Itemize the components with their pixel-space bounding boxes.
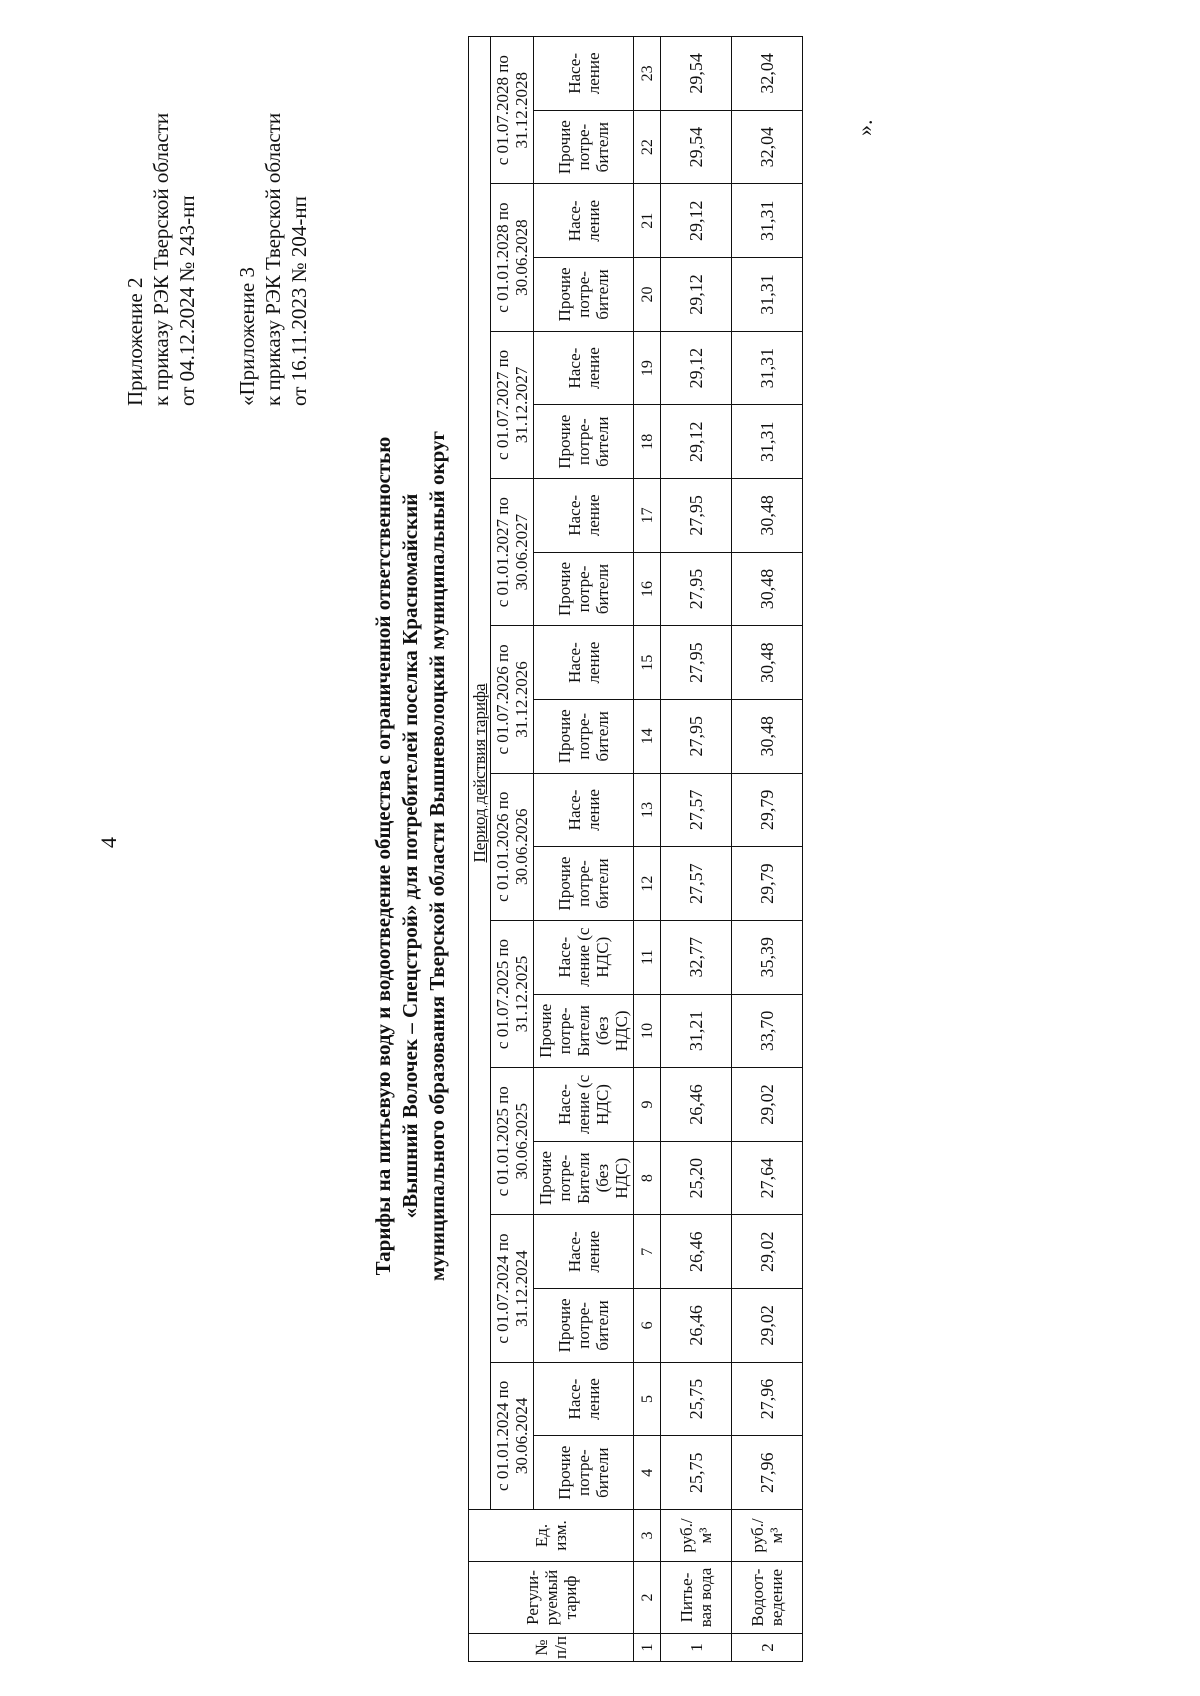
header-row-consumers: [534, 36, 634, 1661]
column-number: 16: [634, 552, 661, 626]
tariff-value: 30,48: [732, 699, 803, 773]
column-number: 15: [634, 626, 661, 700]
column-number: 12: [634, 847, 661, 921]
tariff-value: 29,12: [661, 331, 732, 405]
unit-of-measure: руб./м³: [661, 1510, 732, 1562]
appendix-3-line3: от 16.11.2023 № 204-нп: [287, 196, 311, 406]
column-number: 23: [634, 36, 661, 110]
appendix-3-line1: «Приложение 3: [235, 267, 259, 406]
consumer-category-header: Прочие потре-бители: [534, 847, 634, 921]
column-number: 21: [634, 184, 661, 258]
period-date-range: с 01.01.2025 по 30.06.2025: [491, 1068, 534, 1215]
period-date-range: с 01.07.2025 по 31.12.2025: [491, 920, 534, 1067]
tariff-value: 27,57: [661, 847, 732, 921]
consumer-category-header: Насе-ление: [534, 36, 634, 110]
tariff-value: 29,54: [661, 36, 732, 110]
tariff-value: 31,31: [732, 184, 803, 258]
tariff-value: 29,02: [732, 1068, 803, 1142]
consumer-category-header: Насе-ление: [534, 479, 634, 553]
period-date-range: с 01.07.2024 по 31.12.2024: [491, 1215, 534, 1362]
consumer-category-header: Насе-ление: [534, 626, 634, 700]
consumer-category-header: Насе-ление: [534, 1215, 634, 1289]
tariff-value: 33,70: [732, 994, 803, 1068]
tariff-value: 26,46: [661, 1289, 732, 1363]
tariff-table: [468, 36, 803, 1662]
title-line3: муниципального образования Тверской области Вышневолоцкий муниципальный округ: [425, 430, 449, 1282]
appendix-2-line3: от 04.12.2024 № 243-нп: [175, 195, 199, 406]
consumer-category-header: Насе-ление: [534, 331, 634, 405]
tariff-value: 32,04: [732, 110, 803, 184]
tariff-value: 29,12: [661, 258, 732, 332]
column-number: 6: [634, 1289, 661, 1363]
column-number: 13: [634, 773, 661, 847]
consumer-category-header: Прочие потре-бители: [534, 110, 634, 184]
period-date-range: с 01.07.2028 по 31.12.2028: [491, 36, 534, 184]
tariff-value: 32,77: [661, 920, 732, 994]
tariff-value: 29,54: [661, 110, 732, 184]
tariff-value: 26,46: [661, 1215, 732, 1289]
header-unit: Ед. изм.: [469, 1510, 634, 1562]
consumer-category-header: Прочие потре-бители: [534, 699, 634, 773]
tariff-value: 30,48: [732, 552, 803, 626]
column-number: 17: [634, 479, 661, 553]
tariff-value: 27,96: [732, 1436, 803, 1510]
tariff-value: 35,39: [732, 920, 803, 994]
title-line1: Тарифы на питьевую воду и водоотведение общества с ограниченной ответственностью: [371, 436, 395, 1276]
period-date-range: с 01.01.2024 по 30.06.2024: [491, 1362, 534, 1509]
period-header-label: Период действия тарифа: [470, 683, 489, 863]
column-number: 2: [634, 1562, 661, 1634]
header-tariff: Регули-руемый тариф: [469, 1562, 634, 1634]
tariff-value: 31,31: [732, 331, 803, 405]
consumer-category-header: Насе-ление (с НДС): [534, 1068, 634, 1142]
column-number: 14: [634, 699, 661, 773]
column-number: 18: [634, 405, 661, 479]
table-row: [732, 36, 803, 1661]
appendix-3-reference: [234, 113, 312, 406]
column-number: 3: [634, 1510, 661, 1562]
header-row-dates: [491, 36, 534, 1661]
period-date-range: с 01.01.2028 по 30.06.2028: [491, 184, 534, 331]
consumer-category-header: Прочие потре-бители: [534, 1436, 634, 1510]
column-number: 19: [634, 331, 661, 405]
consumer-category-header: Прочие потре-бители: [534, 405, 634, 479]
column-number: 5: [634, 1362, 661, 1436]
tariff-name: Водоот-ведение: [732, 1562, 803, 1634]
tariff-value: 29,12: [661, 184, 732, 258]
consumer-category-header: Насе-ление (с НДС): [534, 920, 634, 994]
period-date-range: с 01.07.2026 по 31.12.2026: [491, 626, 534, 773]
consumer-category-header: Прочие потре-бители: [534, 1289, 634, 1363]
column-number: 9: [634, 1068, 661, 1142]
column-number: 20: [634, 258, 661, 332]
column-number: 1: [634, 1634, 661, 1662]
row-number: 1: [661, 1634, 732, 1662]
consumer-category-header: Прочие потре-Бители (без НДС): [534, 994, 634, 1068]
tariff-table-body: [661, 36, 803, 1661]
tariff-value: 27,95: [661, 479, 732, 553]
header-no: № п/п: [469, 1634, 634, 1662]
tariff-value: 27,64: [732, 1141, 803, 1215]
appendix-2-line2: к приказу РЭК Тверской области: [149, 112, 173, 406]
column-number-row: [634, 36, 661, 1661]
column-number: 10: [634, 994, 661, 1068]
header-period: [469, 36, 491, 1509]
column-number: 22: [634, 110, 661, 184]
consumer-category-header: Насе-ление: [534, 773, 634, 847]
column-number: 7: [634, 1215, 661, 1289]
tariff-value: 31,21: [661, 994, 732, 1068]
period-date-range: с 01.01.2026 по 30.06.2026: [491, 773, 534, 920]
tariff-value: 30,48: [732, 479, 803, 553]
tariff-value: 29,79: [732, 847, 803, 921]
tariff-value: 27,96: [732, 1362, 803, 1436]
consumer-category-header: Прочие потре-бители: [534, 258, 634, 332]
tariff-value: 29,12: [661, 405, 732, 479]
consumer-category-header: Насе-ление: [534, 184, 634, 258]
page-number: 4: [96, 837, 121, 848]
column-number: 4: [634, 1436, 661, 1510]
appendix-2-line1: Приложение 2: [123, 277, 147, 406]
tariff-value: 31,31: [732, 258, 803, 332]
tariff-value: 26,46: [661, 1068, 732, 1142]
tariff-value: 29,02: [732, 1215, 803, 1289]
column-number: 11: [634, 920, 661, 994]
tariff-value: 29,02: [732, 1289, 803, 1363]
tariff-value: 27,95: [661, 699, 732, 773]
table-row: [661, 36, 732, 1661]
tariff-value: 25,75: [661, 1362, 732, 1436]
period-date-range: с 01.01.2027 по 30.06.2027: [491, 479, 534, 626]
appendix-2-reference: [122, 113, 200, 406]
period-date-range: с 01.07.2027 по 31.12.2027: [491, 331, 534, 478]
consumer-category-header: Прочие потре-Бители (без НДС): [534, 1141, 634, 1215]
consumer-category-header: Насе-ление: [534, 1362, 634, 1436]
column-number: 8: [634, 1141, 661, 1215]
tariff-value: 27,95: [661, 626, 732, 700]
row-number: 2: [732, 1634, 803, 1662]
title-line2: «Вышний Волочек – Спецстрой» для потребителей поселка Красномайский: [398, 493, 422, 1219]
closing-quote: ».: [852, 119, 877, 136]
consumer-category-header: Прочие потре-бители: [534, 552, 634, 626]
tariff-value: 31,31: [732, 405, 803, 479]
tariff-value: 25,20: [661, 1141, 732, 1215]
tariff-value: 27,57: [661, 773, 732, 847]
appendix-3-line2: к приказу РЭК Тверской области: [261, 112, 285, 406]
document-title: [370, 376, 451, 1336]
tariff-value: 30,48: [732, 626, 803, 700]
tariff-value: 27,95: [661, 552, 732, 626]
header-row-period: [469, 36, 491, 1661]
tariff-name: Питье-вая вода: [661, 1562, 732, 1634]
tariff-value: 29,79: [732, 773, 803, 847]
tariff-value: 32,04: [732, 36, 803, 110]
tariff-value: 25,75: [661, 1436, 732, 1510]
unit-of-measure: руб./м³: [732, 1510, 803, 1562]
